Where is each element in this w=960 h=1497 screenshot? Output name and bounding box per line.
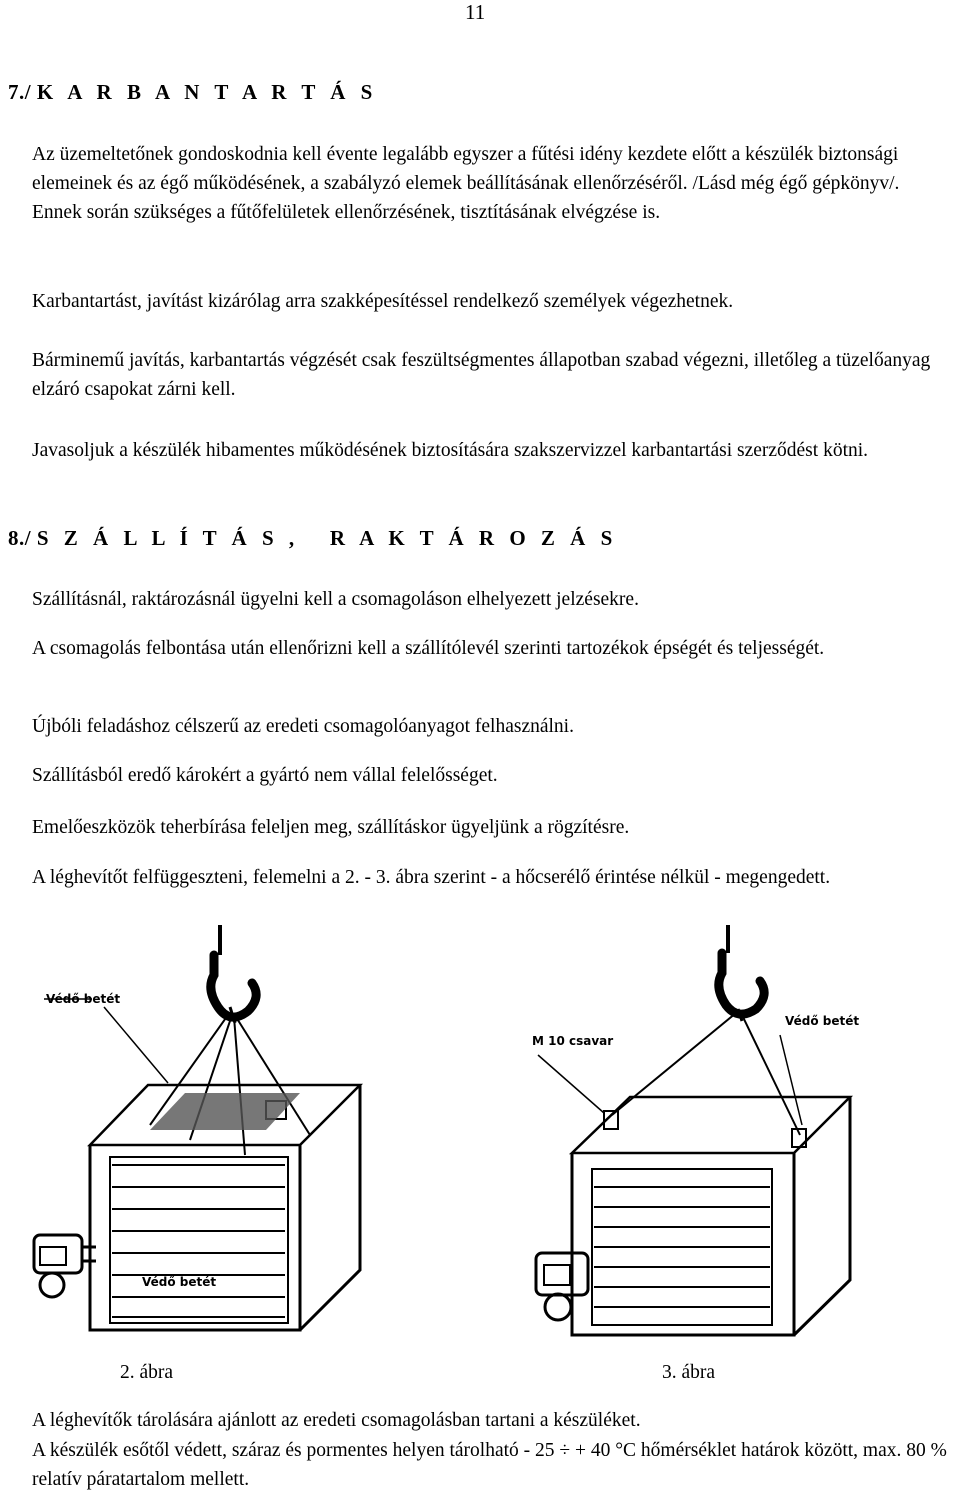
figure-3-caption: 3. ábra	[662, 1362, 716, 1383]
maintenance-paragraph-4: Javasoljuk a készülék hibamentes működésének biztosítására szakszervizzel karbantartási szerződést kötni.	[32, 440, 869, 461]
figure-3-lifting-drawing	[500, 925, 920, 1345]
section-8-number: 8./	[8, 526, 32, 550]
page-number: 11	[465, 0, 486, 24]
section-7-heading	[8, 80, 377, 105]
figure-2-label-top: Védő betét	[46, 992, 121, 1006]
section-8-title: S Z Á L L Í T Á S , R A K T Á R O Z Á S	[36, 526, 618, 550]
transport-paragraph-3: Újbóli feladáshoz célszerű az eredeti csomagolóanyagot felhasználni.	[32, 716, 574, 737]
figure-2-lifting-drawing	[30, 925, 430, 1345]
figure-3-label-bolt: M 10 csavar	[532, 1034, 614, 1048]
figure-3-label-insert: Védő betét	[785, 1014, 860, 1028]
maintenance-paragraph-2: Karbantartást, javítást kizárólag arra szakképesítéssel rendelkező személyek végezhetnek.	[32, 291, 734, 312]
transport-paragraph-4: Szállításból eredő károkért a gyártó nem vállal felelősséget.	[32, 765, 498, 786]
transport-paragraph-2: A csomagolás felbontása után ellenőrizni kell a szállítólevél szerinti tartozékok épségét és teljességét.	[32, 638, 825, 659]
storage-paragraph-2: A készülék esőtől védett, száraz és pormentes helyen tárolható - 25 ÷ + 40 °C hőmérséklet határok között, max. 80 % relatív páratartalom mellett.	[32, 1440, 947, 1490]
transport-paragraph-6: A léghevítőt felfüggeszteni, felemelni a 2. - 3. ábra szerint - a hőcserélő érintése nélkül - megengedett.	[32, 867, 831, 888]
transport-paragraph-5: Emelőeszközök teherbírása feleljen meg, szállításkor ügyeljünk a rögzítésre.	[32, 817, 630, 838]
figure-2-label-bottom: Védő betét	[142, 1275, 217, 1289]
section-7-title: K A R B A N T A R T Á S	[36, 80, 378, 104]
maintenance-paragraph-3: Bárminemű javítás, karbantartás végzését csak feszültségmentes állapotban szabad végezni, illetőleg a tüzelőanyag elzáró csapokat zárni kell.	[32, 350, 931, 400]
maintenance-paragraph-1: Az üzemeltetőnek gondoskodnia kell évente legalább egyszer a fűtési idény kezdete előtt a készülék biztonsági elemeinek és az égő működésének, a szabályzó elemek beállításának ellenőrzéséről. /Lásd még égő gépkönyv/. Ennek során szükséges a fűtőfelületek ellenőrzésének, tisztításának elvégzése is.	[32, 144, 900, 223]
figure-2-caption: 2. ábra	[120, 1362, 174, 1383]
section-8-heading	[8, 526, 617, 551]
storage-paragraph-1: A léghevítők tárolására ajánlott az eredeti csomagolásban tartani a készüléket.	[32, 1410, 641, 1431]
transport-paragraph-1: Szállításnál, raktározásnál ügyelni kell a csomagoláson elhelyezett jelzésekre.	[32, 589, 639, 610]
section-7-number: 7./	[8, 80, 32, 104]
